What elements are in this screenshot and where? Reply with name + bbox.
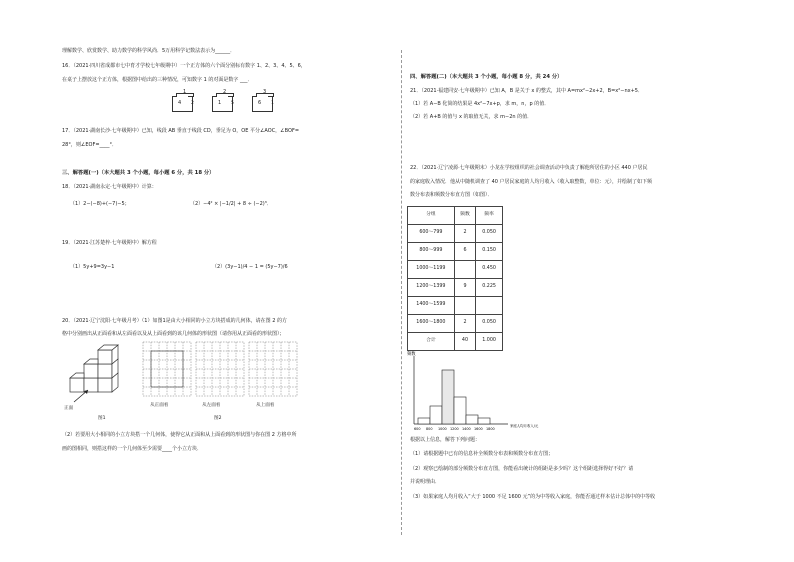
cube1-top: 1 xyxy=(183,89,187,95)
table-cell: 0.450 xyxy=(476,261,503,279)
q20-text-b: 格中分别画出从正面看和从左面看以及从上面看到的该几何体的形状图（请你用从正面看的形状图）； xyxy=(62,331,285,337)
cube3-front: 6 xyxy=(258,100,262,106)
x-tick-label: 600 xyxy=(414,427,421,431)
q18-part-1: （1）2−(−8)+(−7)−5； xyxy=(70,201,130,207)
q22-text-c: 数分布表和频数分布直方图（如图）． xyxy=(410,192,493,198)
q20-text-c: （2）若要用大小相同的小立方块搭一个几何体，使得它从正面和从上面看到的形状图与你在图 2 方格中所 xyxy=(62,432,297,438)
view-front-label: 从正面看 xyxy=(150,403,169,408)
q22-text-d: 根据以上信息，解答下列问题： xyxy=(410,437,481,443)
q18-part-2: （2）−4² × |−1/2| + 8 ÷ (−2)³． xyxy=(190,201,272,207)
table-row xyxy=(408,225,503,243)
frequency-table xyxy=(407,206,503,351)
view-top-label: 从上面看 xyxy=(256,403,275,408)
q22-part-3: （3）如果家庭人均月收入“大于 1000 不足 1600 元”的为中等收入家庭，你能否通过样本估计总体中的中等收 xyxy=(410,494,656,500)
table-cell xyxy=(454,297,475,315)
table-cell: 800～999 xyxy=(408,243,455,261)
histogram-bar xyxy=(418,418,430,424)
frequency-histogram xyxy=(406,350,576,434)
table-cell: 9 xyxy=(454,279,475,297)
table-cell: 2 xyxy=(454,315,475,333)
cube1-right: 2 xyxy=(191,101,194,106)
table-row xyxy=(408,333,503,351)
section-3-heading: 三、解答题(一)（本大题共 3 个小题，每小题 6 分，共 18 分） xyxy=(62,170,215,176)
cube3-top: 3 xyxy=(263,89,267,95)
x-tick-label: 1000 xyxy=(438,427,447,431)
column-divider xyxy=(401,50,402,535)
histogram-bar xyxy=(454,397,466,424)
section-4-heading: 四、解答题(二)（本大题共 3 个小题，每小题 8 分，共 24 分） xyxy=(410,74,563,80)
q22-part-1: （1）请根据题中已有的信息补全频数分布表和频数分布直方图； xyxy=(410,451,554,457)
view-left-label: 从左面看 xyxy=(202,403,221,408)
table-cell: 1600～1800 xyxy=(408,315,455,333)
table-cell: 6 xyxy=(454,243,475,261)
table-header-cell: 分组 xyxy=(408,207,455,225)
q19-part-2: （2）(3y−1)/4 − 1 = (5y−7)/6 xyxy=(212,264,288,270)
table-cell: 1200～1399 xyxy=(408,279,455,297)
q21-text-a: 21．（2021·福建同安·七年级期中）已知 A，B 是关于 x 的整式，其中 A=mx²−2x+2，B=x²−nx+5． xyxy=(410,88,643,94)
table-header-cell: 频数 xyxy=(454,207,475,225)
q19-part-1: （1）5y+9=3y−1 xyxy=(70,264,115,270)
cube3-right: 1 xyxy=(271,101,274,106)
x-axis-label: 家庭人均月收入/元 xyxy=(510,424,539,428)
cube2-front: 1 xyxy=(218,100,222,106)
line-top: 理解数学、欣赏数学、助力数学的科学风尚．5万用科学记数法表示为______． xyxy=(62,48,236,54)
cube2-top: 2 xyxy=(223,89,227,95)
y-axis-label: 频数 xyxy=(407,352,416,357)
table-cell xyxy=(454,261,475,279)
q17-text-b: 28°，则∠EOF=____°． xyxy=(62,142,118,148)
table-row xyxy=(408,297,503,315)
q18-text: 18．（2021·湖南永定·七年级期中）计算： xyxy=(62,184,157,190)
table-cell: 1400～1599 xyxy=(408,297,455,315)
q16-text-a: 16．（2021·四川省成都市七中育才学校七年级期中）一个正方体的六个面分别标有数字 1、2、3、4、5、6， xyxy=(62,63,306,69)
x-tick-label: 1800 xyxy=(486,427,495,431)
table-cell: 600～799 xyxy=(408,225,455,243)
x-tick-label: 800 xyxy=(426,427,433,431)
table-row xyxy=(408,279,503,297)
front-arrow xyxy=(72,388,92,404)
cube1-front: 4 xyxy=(178,100,182,106)
table-cell: 1000～1199 xyxy=(408,261,455,279)
front-label: 正面 xyxy=(64,406,74,411)
q22-text-a: 22．（2021·辽宁凌源·七年级期末）小龙在学校组织的社会调查活动中负责了解他所居住的小区 440 户居民 xyxy=(410,165,648,171)
fig2-caption: 图2 xyxy=(214,416,222,421)
table-row xyxy=(408,243,503,261)
table-cell: 1.000 xyxy=(476,333,503,351)
q20-text-a: 20．（2021·辽宁沈阳·七年级月考）（1）如图1是由大小相同的小立方块搭成的几何体，请在图 2 的方 xyxy=(62,318,287,324)
q22-part-2b: 并说明理由． xyxy=(410,479,441,485)
table-header-cell: 频率 xyxy=(476,207,503,225)
table-cell: 40 xyxy=(454,333,475,351)
table-cell: 0.225 xyxy=(476,279,503,297)
histogram-bar xyxy=(478,418,490,424)
q19-text: 19．（2021·江苏楚梓·七年级期中）解方程 xyxy=(62,240,157,246)
table-cell: 0.050 xyxy=(476,225,503,243)
x-tick-label: 1600 xyxy=(474,427,483,431)
histogram-bar xyxy=(430,406,442,424)
x-tick-label: 1200 xyxy=(450,427,459,431)
cube2-right: 5 xyxy=(231,101,234,106)
q21-part-2: （2）若 A+B 的值与 x 的取值无关，求 m−2n 的值． xyxy=(410,114,533,120)
q16-text-b: 在桌子上摆放这个正方体，根据图中给出的三种情况，可知数字 1 的对面是数字 ___． xyxy=(62,77,253,83)
table-cell: 合计 xyxy=(408,333,455,351)
table-cell: 2 xyxy=(454,225,475,243)
table-cell: 0.050 xyxy=(476,315,503,333)
histogram-bar xyxy=(466,415,478,424)
fig1-caption: 图1 xyxy=(98,416,106,421)
q21-part-1: （1）若 A−B 化简的结果是 4x²−7x+p，求 m，n，p 的值． xyxy=(410,101,550,107)
table-cell: 0.150 xyxy=(476,243,503,261)
table-header-row xyxy=(408,207,503,225)
q17-text-a: 17．（2021·湖南长沙·七年级期中）已知，线段 AB 垂直于线段 CD，垂足为 O，OE 平分∠AOC，∠BOF= xyxy=(62,128,300,134)
table-row xyxy=(408,261,503,279)
table-cell xyxy=(476,297,503,315)
histogram-bar xyxy=(442,370,454,424)
q22-part-2: （2）观察已绘制的部分频数分布直方图，你能看出统计的组距是多少吗？这个组距选择得好不好？请 xyxy=(410,466,634,472)
table-row xyxy=(408,315,503,333)
x-tick-label: 1400 xyxy=(462,427,471,431)
q20-text-d: 画的图相同，则搭这样的一个几何体至少需要____个小立方块． xyxy=(62,446,203,452)
view-grids xyxy=(142,340,298,400)
q22-text-b: 的家庭收入情况．他从中随机调查了 40 户居民家庭的人均月收入（收入取整数，单位：元），并绘制了如下频 xyxy=(410,179,653,185)
